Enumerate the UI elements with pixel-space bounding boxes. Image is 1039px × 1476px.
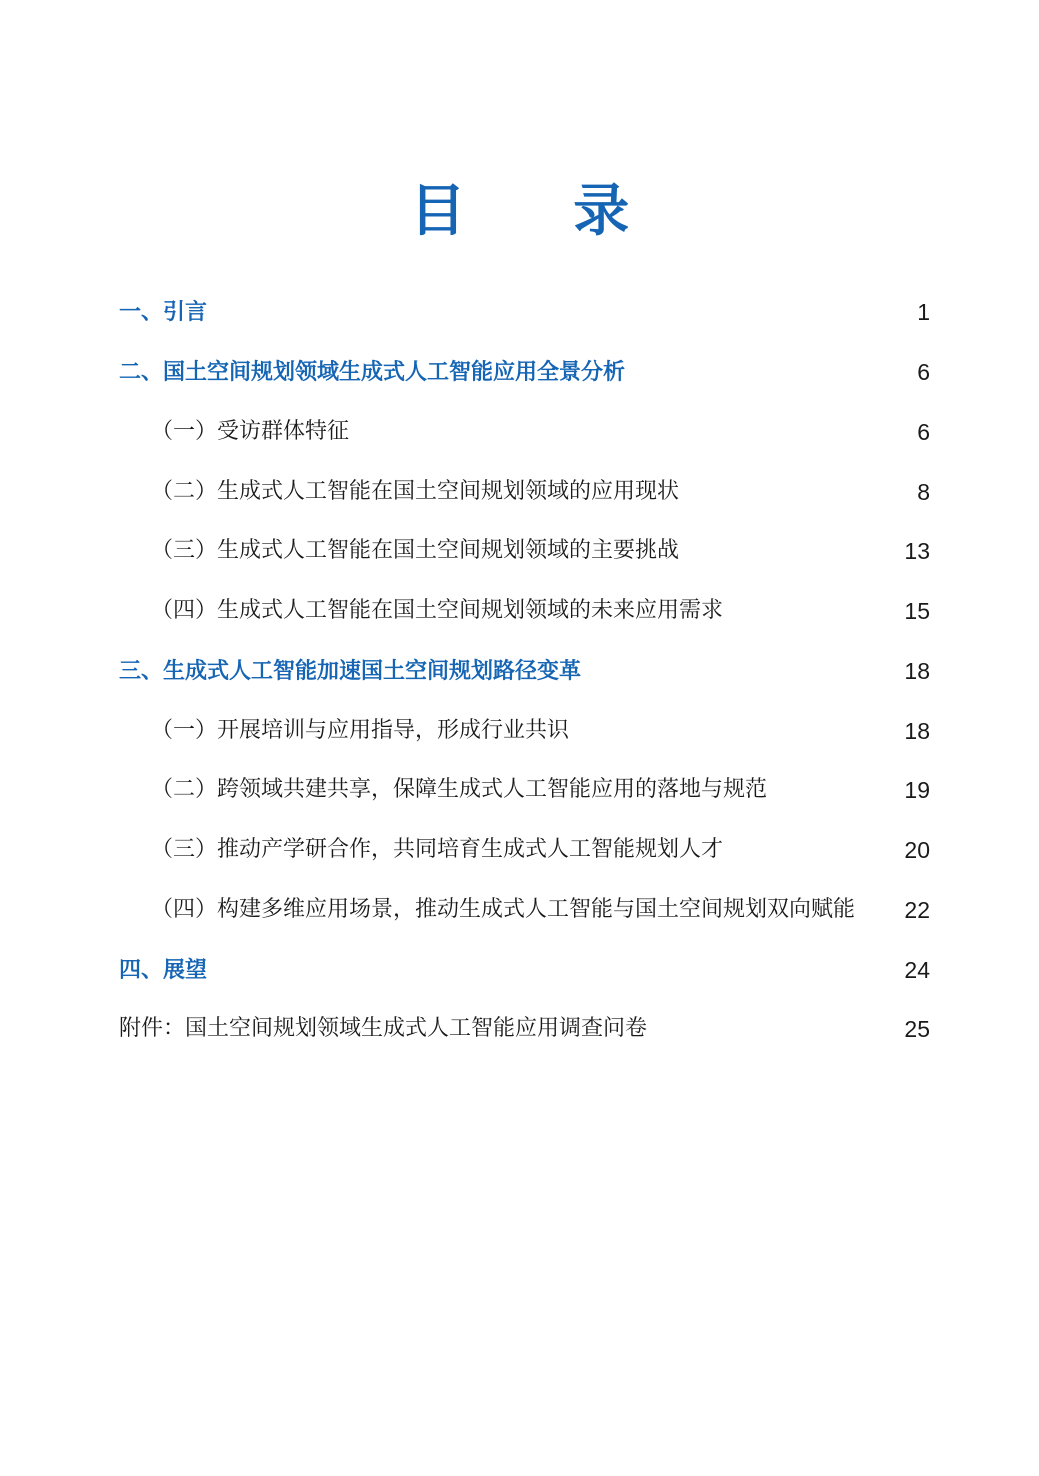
toc-entry-section-3-2[interactable] xyxy=(0,773,1039,807)
toc-entry-label: （四）生成式人工智能在国土空间规划领域的未来应用需求 xyxy=(151,598,724,623)
toc-entry-label: 一、引言 xyxy=(119,299,208,325)
toc-entry-section-3[interactable] xyxy=(0,654,1039,688)
toc-entry-appendix[interactable] xyxy=(0,1012,1039,1046)
toc-entry-page-number: 19 xyxy=(904,777,930,803)
toc-entry-label: （三）推动产学研合作，共同培育生成式人工智能规划人才 xyxy=(151,837,724,862)
toc-entry-page-number: 22 xyxy=(904,897,930,923)
toc-entry-page-number: 18 xyxy=(904,658,930,684)
toc-entry-page-number: 1 xyxy=(917,299,930,325)
toc-entry-label: （一）开展培训与应用指导，形成行业共识 xyxy=(151,718,570,743)
toc-entry-label: 附件：国土空间规划领域生成式人工智能应用调查问卷 xyxy=(119,1016,648,1041)
toc-entry-page-number: 20 xyxy=(904,837,930,863)
toc-entry-page-number: 6 xyxy=(917,419,930,445)
toc-entry-label: 四、展望 xyxy=(119,957,208,983)
toc-entry-page-number: 18 xyxy=(904,718,930,744)
toc-entry-label: （四）构建多维应用场景，推动生成式人工智能与国土空间规划双向赋能 xyxy=(151,897,856,922)
toc-entry-page-number: 25 xyxy=(904,1016,930,1042)
toc-entry-section-2-2[interactable] xyxy=(0,475,1039,509)
toc-entry-page-number: 6 xyxy=(917,359,930,385)
toc-entry-section-2-4[interactable] xyxy=(0,594,1039,628)
toc-entry-section-3-4[interactable] xyxy=(0,893,1039,927)
toc-entry-label: 三、生成式人工智能加速国土空间规划路径变革 xyxy=(119,658,582,684)
toc-entry-label: （一）受访群体特征 xyxy=(151,419,350,444)
toc-entry-section-2-3[interactable] xyxy=(0,534,1039,568)
toc-entry-page-number: 15 xyxy=(904,598,930,624)
toc-entry-label: （二）跨领域共建共享，保障生成式人工智能应用的落地与规范 xyxy=(151,777,768,802)
toc-entry-label: （二）生成式人工智能在国土空间规划领域的应用现状 xyxy=(151,479,680,504)
toc-entry-introduction[interactable] xyxy=(0,295,1039,329)
toc-entry-page-number: 8 xyxy=(917,479,930,505)
toc-entry-section-2-1[interactable] xyxy=(0,415,1039,449)
toc-entry-section-3-1[interactable] xyxy=(0,714,1039,748)
toc-entry-page-number: 13 xyxy=(904,538,930,564)
toc-entry-label: 二、国土空间规划领域生成式人工智能应用全景分析 xyxy=(119,359,626,385)
toc-entry-section-2[interactable] xyxy=(0,355,1039,389)
page-title: 目 录 xyxy=(409,178,674,244)
toc-entry-section-4[interactable] xyxy=(0,953,1039,987)
toc-entry-label: （三）生成式人工智能在国土空间规划领域的主要挑战 xyxy=(151,538,680,563)
toc-entry-section-3-3[interactable] xyxy=(0,833,1039,867)
toc-entry-page-number: 24 xyxy=(904,957,930,983)
